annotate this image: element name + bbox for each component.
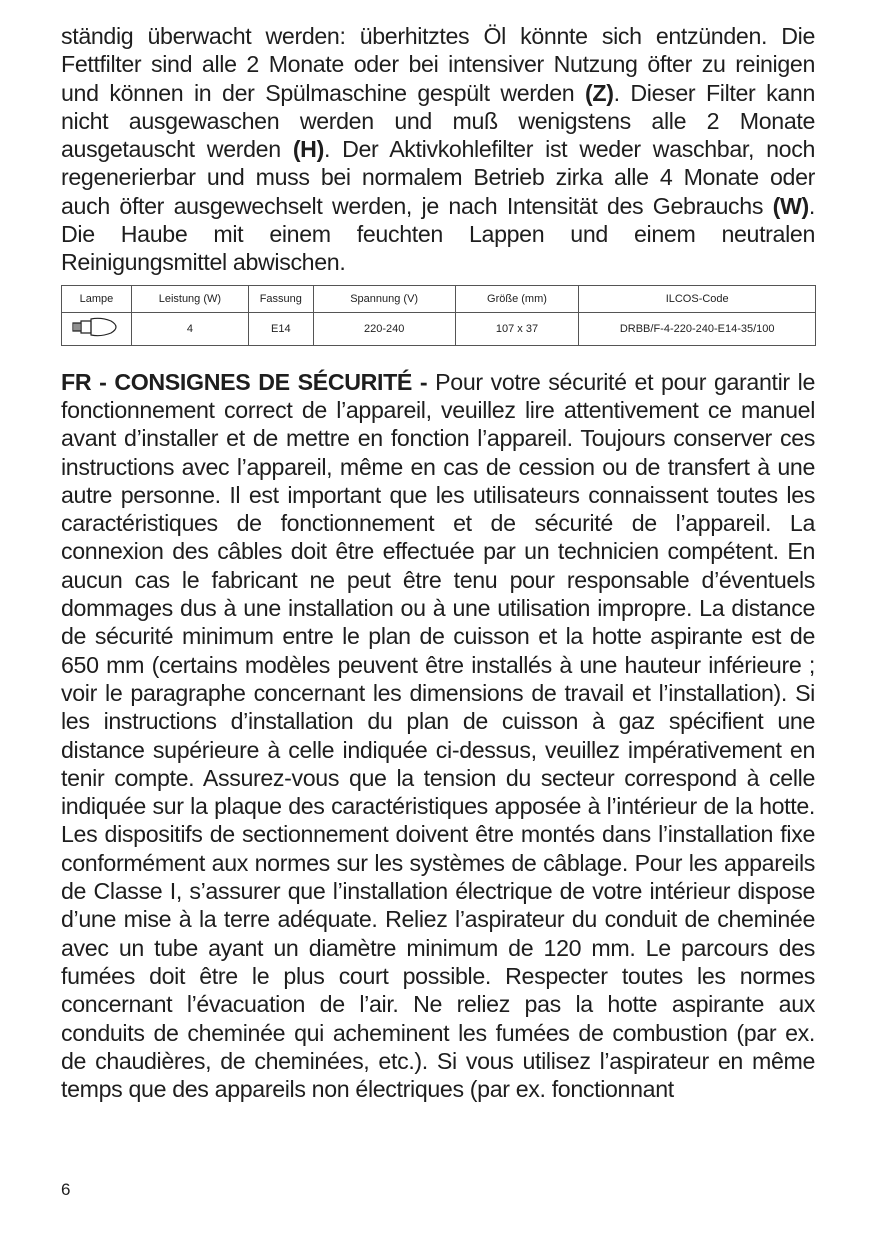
header-ilcos: ILCOS-Code [579, 285, 816, 312]
de-paragraph [61, 22, 815, 277]
de-bold-z: (Z) [585, 79, 614, 106]
de-bold-h: (H) [292, 136, 324, 163]
page-content [61, 22, 815, 1103]
cell-spannung: 220-240 [313, 312, 455, 345]
lamp-spec-table [61, 285, 816, 346]
cell-leistung: 4 [131, 312, 248, 345]
page-number: 6 [61, 1180, 71, 1199]
de-text-3: . Der Aktivkohlefilter ist weder waschbar, noch regenerierbar und muss bei normalem Betrieb zirka alle 4 Monate oder auch öfter ausgewechselt werden, je nach Intensität des Gebrauchs [61, 136, 815, 219]
fr-safety-paragraph [61, 368, 815, 1104]
de-bold-w: (W) [772, 192, 809, 219]
header-leistung: Leistung (W) [131, 285, 248, 312]
table-row [62, 312, 816, 345]
fr-section-body: Pour votre sécurité et pour garantir le fonctionnement correct de l’appareil, veuillez lire attentivement ce manuel avant d’installer et de mettre en fonction l’appareil. Toujours conserver ces instructions avec l’appareil, même en cas de cession ou de transfert à une autre personne. Il est important que les utilisateurs connaissent toutes les caractéristiques de fonctionnement et de sécurité de l’appareil. La connexion des câbles doit être effectuée par un technicien compétent. En aucun cas le fabricant ne peut être tenu pour responsable d’éventuels dommages dus à une installation ou à une utilisation impropre. La distance de sécurité minimum entre le plan de cuisson et la hotte aspirante est de 650 mm (certains modèles peuvent être installés à une hauteur inférieure ; voir le paragraphe concernant les dimensions de travail et l’installation). Si les instructions d’installation du plan de cuisson à gaz spécifient une distance supérieure à celle indiquée ci-dessus, veuillez impérativement en tenir compte. Assurez-vous que la tension du secteur correspond à celle indiquée sur la plaque des caractéristiques apposée à l’intérieur de la hotte. Les dispositifs de sectionnement doivent être montés dans l’installation fixe conformément aux normes sur les systèmes de câblage. Pour les appareils de Classe I, s’assurer que l’installation électrique de votre intérieur dispose d’une mise à la terre adéquate. Reliez l’aspirateur du conduit de cheminée avec un tube ayant un diamètre minimum de 120 mm. Le parcours des fumées doit être le plus court possible. Respecter toutes les normes concernant l’évacuation de l’air. Ne reliez pas la hotte aspirante aux conduits de cheminée qui acheminent les fumées de combustion (par ex. de chaudières, de cheminées, etc.). Si vous utilisez l’aspirateur en même temps que des appareils non électriques (par ex. fonctionnant [61, 368, 815, 1103]
header-fassung: Fassung [248, 285, 313, 312]
de-text-2: . Dieser Filter kann nicht ausgewaschen werden und muß wenigstens alle 2 Monate ausgetauscht werden [61, 79, 815, 163]
table-header-row [62, 285, 816, 312]
cell-groesse: 107 x 37 [455, 312, 579, 345]
de-text-4: . Die Haube mit einem feuchten Lappen und einem neutralen Reinigungsmittel abwischen. [61, 192, 815, 276]
cell-lampe [62, 312, 132, 345]
header-groesse: Größe (mm) [455, 285, 579, 312]
fr-section-heading: FR - CONSIGNES DE SÉCURITÉ - [61, 368, 428, 395]
cell-ilcos: DRBB/F-4-220-240-E14-35/100 [579, 312, 816, 345]
candle-bulb-icon [67, 316, 125, 341]
header-spannung: Spannung (V) [313, 285, 455, 312]
cell-fassung: E14 [248, 312, 313, 345]
header-lampe: Lampe [62, 285, 132, 312]
de-text-1: ständig überwacht werden: überhitztes Öl könnte sich entzünden. Die Fettfilter sind alle 2 Monate oder bei intensiver Nutzung öfter zu reinigen und können in der Spülmaschine gespült werden [61, 23, 815, 106]
